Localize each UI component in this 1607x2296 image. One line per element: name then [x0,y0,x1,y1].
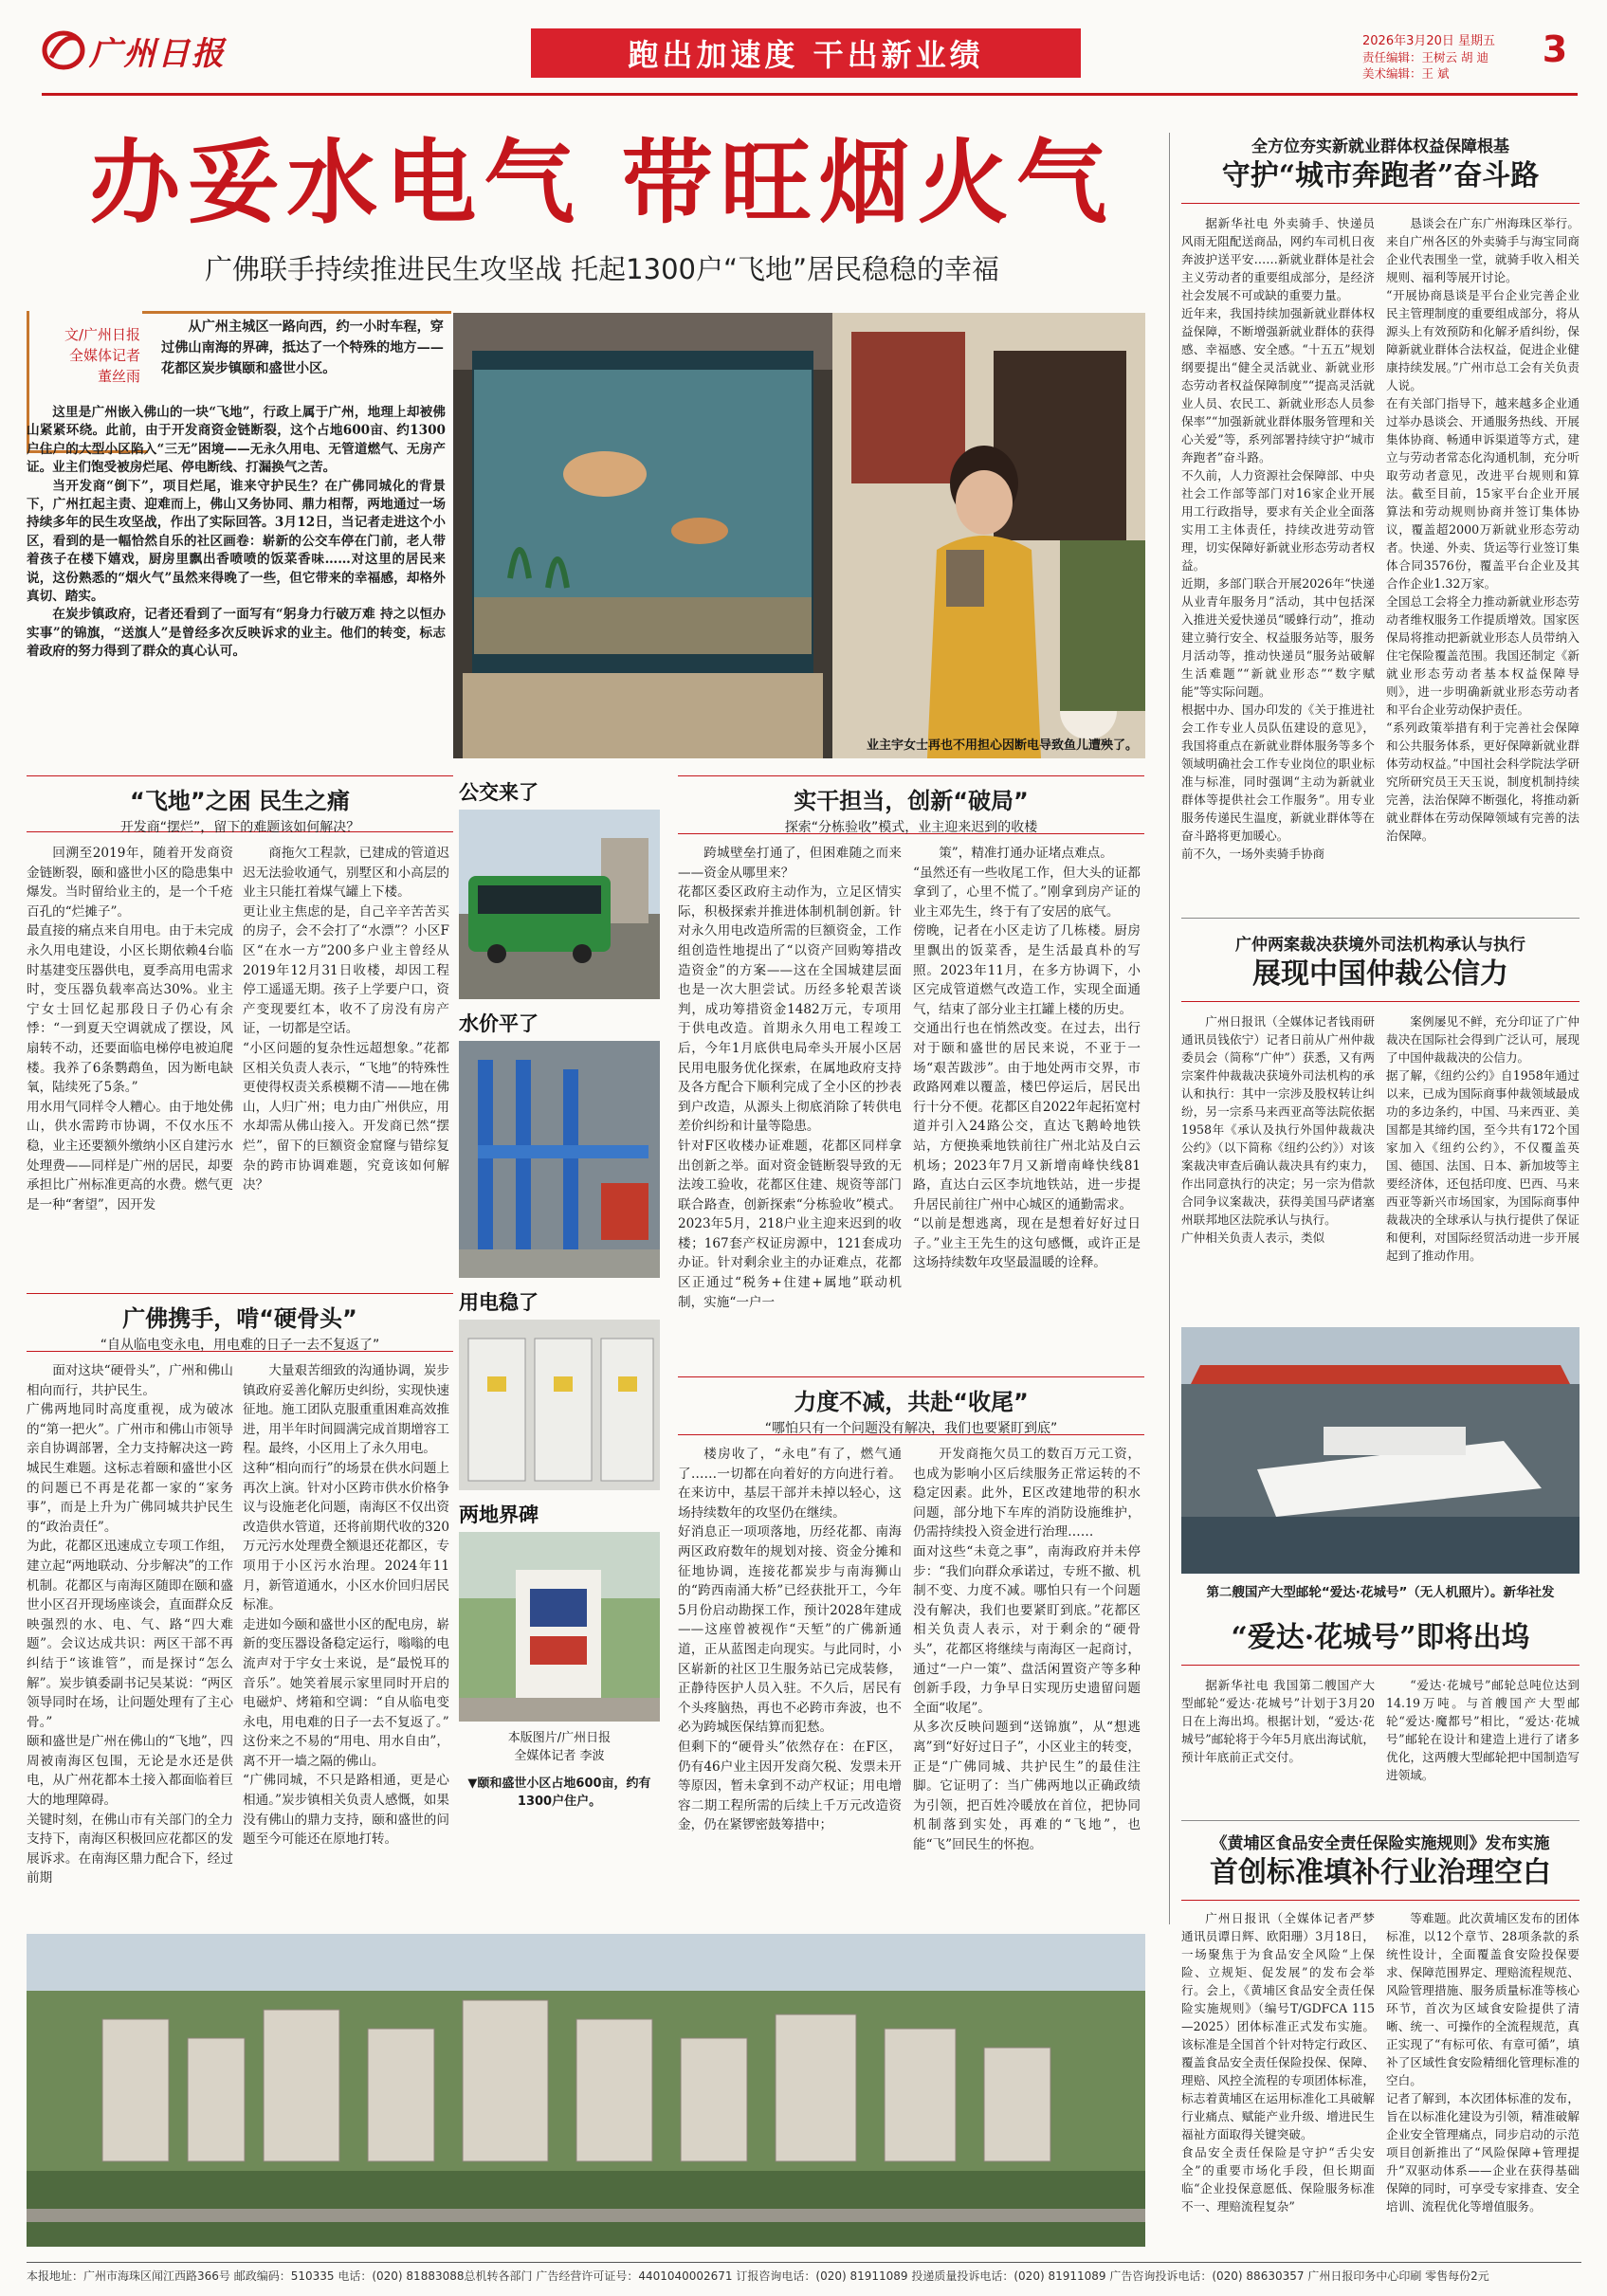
section-3-col-2: 策”，精准打通办证堵点难点。 “虽然还有一些收尾工作，但大头的证都拿到了，心里不慌了。”刚拿到房产证的业主邓先生，终于有了安居的底气。 傍晚，记者在小区走访了几栋楼。厨房里飘出的饭菜香，是生活最真朴的写照。2023年11月，在多方协调下，小区完成管道燃气改造工作，实现全面通气，结束了部分业主扛罐上楼的历史。 交通出行也在悄然改变。在过去，出行对于颐和盛世的居民来说，不亚于一场“艰苦跋涉”。由于地处两市交界，市政路网难以覆盖，楼巴停运后，居民出行十分不便。花都区自2022年起拓宽村道并引入24路公交，直达飞鹅岭地铁站，方便换乘地铁前往广州北站及白云机场；2023年7月又新增南峰快线81路，直达白云区李坑地铁站，进一步提升居民前往广州中心城区的通勤需求。 “以前是想逃离，现在是想着好好过日子。”业主王先生的这句感慨，或许正是这场持续数年攻坚最温暖的诠释。 [913,846,1141,1271]
panorama-photo [27,1934,1145,2247]
r4-separator [1181,1820,1580,1821]
lead-headline: 办妥水电气 带旺烟火气 [89,129,1115,236]
r1-col-1: 据新华社电 外卖骑手、快递员风雨无阻配送商品，网约车司机日夜奔波护送平安……新就业群体是社会主义劳动者的重要组成部分，是经济社会发展不可或缺的重要力量。 近年来，我国持续加强新就业群体权益保障，不断增强新就业群体的获得感、幸福感、安全感。“十五五”规划纲要提出“健全灵活就业、新就业形态劳动者权益保障制度”“提高灵活就业人员、农民工、新就业形态人员参保率”“加强新就业群体服务管理和关心关爱”等，系列部署持续守护“城市奔跑者”奋斗路。 不久前，人力资源社会保障部、中央社会工作部等部门对16家企业开展用工行政指导，要求有关企业全面落实用工主体责任，持续改进劳动管理，切实保障好新就业形态劳动者权益。 近期，多部门联合开展2026年“快递从业青年服务月”活动，其中包括深入推进关爱快递员“暖蜂行动”，推动建立骑行安全、权益服务站等，服务月活动等，推动快递员“服务站破解生活难题”“新就业形态”“数字赋能”等实际问题。 根据中办、国办印发的《关于推进社会工作专业人员队伍建设的意见》，我国将重点在新就业群体服务等多个领域明确社会工作专业岗位的职业标准与标准，同时强调“主动为新就业群体等提供社会工作服务”。用专业服务传递民生温度，新就业群体等在奋斗路将更加暖心。 前不久，一场外卖骑手协商 [1181,216,1375,861]
border-marker-icon [459,1532,660,1722]
label-bus: 公交来了 [459,781,539,804]
section-1-col-1: 回溯至2019年，随着开发商资金链断裂，颐和盛世小区的隐患集中爆发。当时留给业主的，是一个千疮百孔的“烂摊子”。 最直接的痛点来自用电。由于未完成永久用电建设，小区长期依赖4台临时基建变压器供电，夏季高用电需求时，变压器负载率高达30%。业主宁女士回忆起那段日子仍心有余悸：“一到夏天空调就成了摆设，风扇转不动，还要面临电梯停电被迫爬楼。我养了6条鹦鹉鱼，因为断电缺氧，陆续死了5条。” 用水用气同样令人糟心。由于地处佛山，供水需跨市协调，不仅水压不稳，业主还要额外缴纳小区自建污水处理费——同样是广州的居民，却要承担比广州标准更高的水费。燃气更是一种“奢望”，因开发 [27,846,233,1212]
masthead-slogan: 跑出加速度 干出新业绩 [628,37,984,73]
lead-p2: 当开发商“倒下”，项目烂尾，谁来守护民生？在广佛同城化的背景下，广州扛起主责、迎难而上，佛山又务协同、鼎力相帮，两地通过一场持续多年的民生攻坚战，作出了实际回答。3月12日，当记者走进这个小区，看到的是一幅恰然自乐的社区画卷：崭新的公交车停在门前，老人带着孩子在楼下嬉戏，厨房里飘出香喷喷的饭菜香味……对这里的居民来说，这份熟悉的“烟火气”虽然来得晚了一些，但它带来的幸福感，却格外真切、踏实。 [27,478,446,605]
r2-title: 展现中国仲裁公信力 [1252,957,1508,991]
aquarium-scene-icon [453,313,1145,758]
lead-p1: 这里是广州嵌入佛山的一块“飞地”，行政上属于广州，地理上却被佛山紧紧环绕。此前，由于开发商资金链断裂，这个占地600亩、约1300户住户的大型小区陷入“三无”困境——无永久用电、无管道燃气、无房产证。业主们饱受被房烂尾、停电断线、打漏换气之苦。 [27,405,446,476]
section-1-sub: 开发商“摆烂”，留下的难题该如何解决？ [119,820,360,835]
lead-p3: 在炭步镇政府，记者还看到了一面写有“躬身力行破万难 持之以恒办实事”的锦旗，“送旗人”是曾经多次反映诉求的业主。他们的转变，标志着政府的努力得到了群众的真心认可。 [27,607,446,660]
footer-info: 本报地址：广州市海珠区闻江西路366号 邮政编码：510335 电话：(020) 81883088总机转各部门 广告经营许可证号：4401040002671 订报咨询电话：(020) 81911089 投递质量投诉电话：(020) 81911089 广告咨询投诉电话：(020) 88630357 广州日报印务中心印刷 零售每份2元 [27,2269,1489,2283]
page-number: 3 [1542,28,1568,70]
label-border: 两地界碑 [459,1503,539,1526]
r4-col-2: 等难题。此次黄埔区发布的团体标准，以12个章节、28项条款的系统性设计，全面覆盖食安险投保要求、保障范围界定、理赔流程规范、风险管理措施、服务质量标准等核心环节，首次为区域食安险提供了清晰、统一、可操作的全流程规范，真正实现了“有标可依、有章可循”，填补了区域性食安险精细化管理标准的空白。 记者了解到，本次团体标准的发布，旨在以标准化建设为引领，精准破解企业安全管理痛点，同步启动的示范项目创新推出了“风险保障+管理提升”双驱动体系——企业在获得基础保障的同时，可享受专家排查、安全培训、流程优化等增值服务。 [1386,1911,1580,2214]
r2-col-1: 广州日报讯（全媒体记者钱雨研 通讯员钱依宁）记者日前从广州仲裁委员会（简称“广仲”）获悉，又有两宗案件仲裁裁决获境外司法机构的承认和执行：其中一宗涉及股权转让纠纷，另一宗系马来西亚高等法院依据1958年《承认及执行外国仲裁裁决公约》（以下简称《纽约公约》）对该案裁决审查后确认裁决具有约束力，作出同意执行的决定；另一宗为借款合同争议案裁决，获得美国马萨诸塞州联邦地区法院承认与执行。 广仲相关负责人表示，类似 [1181,1014,1375,1245]
logo-emblem-icon [42,29,85,71]
lead-intro [161,317,446,379]
r4-rule [1181,1900,1580,1901]
section-3-col-1: 跨城壁垒打通了，但困难随之而来——资金从哪里来？ 花都区委区政府主动作为，立足区情实际，积极探索并推进体制机制创新。针对永久用电改造所需的巨额资金，工作组创造性地提出了“以资产回购筹措改造资金”的方案——这在全国城建层面也是一次大胆尝试。历经多轮艰苦谈判，成功筹措资金1482万元，专项用于供电改造。首期永久用电工程竣工后，今年1月底供电局牵头开展小区居民用电服务优化探索，在属地政府支持及各方配合下顺利完成了全小区的抄表到户改造，从源头上彻底消除了转供电差价纠纷和计量等隐患。 针对F区收楼办证难题，花都区同样拿出创新之举。面对资金链断裂导致的无法竣工验收，花都区住建、规资等部门联合路查，创新探索“分栋验收”模式。2023年5月，218户业主迎来迟到的收楼；167套产权证房源中，121套成功办证。针对剩余业主的办证难点，花都区正通过“税务+住建+属地”联动机制，实施“一户一 [678,846,902,1310]
masthead-editors: 责任编辑：王树云 胡 迪 美术编辑：王 斌 [1362,50,1488,81]
section-3-heading [678,775,1144,834]
section-2-col-1: 面对这块“硬骨头”，广州和佛山相向而行，共护民生。 广佛两地同时高度重视，成为破冰的“第一把火”。广州市和佛山市领导亲自协调部署，全力支持解决这一跨城民生难题。这标志着颐和盛世小区的问题已不再是花都一家的“家务事”，而是上升为广佛同城共护民生的“政治责任”。 为此，花都区迅速成立专项工作组，建立起“两地联动、分步解决”的工作机制。花都区与南海区随即在颐和盛世小区召开现场座谈会，直面群众反映强烈的水、电、气、路“四大难题”。会议达成共识：两区干部不再纠结于“该谁管”，而是探讨“怎么解”。炭步镇委副书记吴某说：“两区领导同时在场，让问题处理有了主心骨。” 颐和盛世是广州在佛山的“飞地”，四周被南海区包围，无论是水还是供电，从广州花都本土接入都面临着巨大的地理障碍。 关键时刻，在佛山市有关部门的全力支持下，南海区积极回应花都区的发展诉求。在南海区鼎力配合下，经过前期 [27,1363,233,1886]
r3-title: “爱达·花城号”即将出坞 [1231,1621,1530,1654]
residential-aerial-icon [27,1934,1145,2247]
section-3-sub: 探索“分栋验收”模式，业主迎来迟到的收楼 [784,820,1038,835]
logo-text: 广州日报 [89,34,226,73]
section-3-title: 实干担当，创新“破局” [794,788,1029,814]
section-4-title: 力度不减，共赴“收尾” [794,1389,1029,1415]
section-4-col-1: 楼房收了，“永电”有了，燃气通了……一切都在向着好的方向进行着。在来访中，基层干部并未掉以轻心，这场持续数年的攻坚仍在继续。 好消息正一项项落地，历经花都、南海两区政府数年的规划对接、资金分摊和征地协调，连接花都炭步与南海狮山的“跨西南涌大桥”已经获批开工，今年5月份启动勘探工作，预计2028年建成——这座曾被视作“天堑”的广佛新通道，正从蓝图走向现实。与此同时，小区崭新的社区卫生服务站已完成装修，正静待医护人员入驻。不久后，居民有个头疼脑热，再也不必跨市奔波，也不必为跨城医保结算而犯愁。 但剩下的“硬骨头”依然存在：在F区，仍有46户业主因开发商欠税、发票未开等原因，暂未拿到不动产权证；用电增容二期工程所需的后续上千万元改造资金，仍在紧锣密鼓筹措中； [678,1447,902,1833]
lead-photo-caption: 业主宇女士再也不用担心因断电导致鱼儿遭殃了。 [866,738,1138,753]
r4-title: 首创标准填补行业治理空白 [1210,1856,1551,1889]
ship-photo [1181,1327,1580,1574]
section-4-col-2: 开发商拖欠员工的数百万元工资，也成为影响小区后续服务正常运转的不稳定因素。此外，E区改建地带的积水问题，部分地下车库的消防设施维护，仍需持续投入资金进行治理…… 面对这些“未竟之事”，南海政府并未停步：“我们向群众承诺过，专班不撤、机制不变、力度不减。哪怕只有一个问题没有解决，我们也要紧盯到底。”花都区相关负责人表示，对于剩余的“硬骨头”，花都区将继续与南海区一起商讨，通过“一户一策”、盘活闲置资产等多种创新手段，力争早日实现历史遗留问题全面“收尾”。 从多次反映问题到“送锦旗”，从“想逃离”到“好好过日子”，小区业主的转变，正是“广佛同城、共护民生”的最佳注脚。它证明了：当广佛两地以正确政绩为引领，把百姓冷暖放在首位，把协同机制落到实处，再难的“飞地”，也能“飞”回民生的怀抱。 [913,1447,1141,1852]
footer-rule [27,2262,1581,2263]
section-2-heading [27,1293,453,1352]
r2-separator [1181,918,1580,919]
r2-col-2: 案例屡见不鲜，充分印证了广仲裁决在国际社会得到广泛认可，展现了中国仲裁裁决的公信力。 据了解，《纽约公约》自1958年通过以来，已成为国际商事仲裁领域最成功的多边条约，中国、马来西亚、美国都是其缔约国，至今共有172个国家加入《纽约公约》，不仅覆盖英国、德国、法国、日本、新加坡等主要经济体，还包括印度、巴西、马来西亚等新兴市场国家，为国际商事仲裁裁决的全球承认与执行提供了保证和便利，对国际经贸活动进一步开展起到了推动作用。 [1386,1014,1580,1263]
r3-col-1: 据新华社电 我国第二艘国产大型邮轮“爱达·花城号”计划于3月20日在上海出坞。根据计划，“爱达·花城号”邮轮将于今年5月底出海试航，预计年底前正式交付。 [1181,1678,1375,1764]
section-2-col-2: 大量艰苦细致的沟通协调，炭步镇政府妥善化解历史纠纷，实现快速征地。施工团队克服重重困难高效推进，用半年时间圆满完成首期增容工程。最终，小区用上了永久用电。 这种“相向而行”的场景在供水问题上再次上演。针对小区跨市供水价格争议与设施老化问题，南海区不仅出资改造供水管道，还将前期代收的320万元污水处理费全额退还花都区，专项用于小区污水治理。2024年11月，新管道通水，小区水价回归居民标准。 走进如今颐和盛世小区的配电房，崭新的变压器设备稳定运行，嗡嗡的电流声对于宇女士来说，是“最悦耳的音乐”。她笑着展示家里同时开启的电磁炉、烤箱和空调：“自从临电变永电，用电难的日子一去不复返了。” 这份来之不易的“用电、用水自由”，离不开一墙之隔的佛山。 “广佛同城，不只是路相通，更是心相通。”炭步镇相关负责人感慨，如果没有佛山的鼎力支持，颐和盛世的问题至今可能还在原地打转。 [243,1363,449,1848]
photo-column [459,775,669,1904]
section-4-sub: “哪怕只有一个问题没有解决，我们也要紧盯到底” [764,1421,1058,1436]
newspaper-logo[interactable] [42,27,226,74]
water-pipes-icon [459,1041,660,1278]
label-power: 用电稳了 [459,1291,539,1314]
photo-credit: 本版图片/广州日报 全媒体记者 李波 [507,1731,612,1763]
section-2-sub: “自从临电变永电，用电难的日子一去不复返了” [100,1338,380,1353]
photo-water [459,1041,660,1278]
section-1-col-2: 商拖欠工程款，已建成的管道迟迟无法验收通气，别墅区和小高层的业主只能扛着煤气罐上下楼。 更让业主焦虑的是，自己辛辛苦苦买的房子，会不会打了“水漂”？小区F区“在水一方”200多户业主曾经从2019年12月31日收楼，却因工程停工遥遥无期。孩子上学要户口，资产变现要红本，收不了房没有房产证，一切都是空话。 “小区问题的复杂性远超想象。”花都区相关负责人表示，“飞地”的特殊性更使得权责关系模糊不清——地在佛山，人归广州；电力由广州供应，用水却需从佛山接入。开发商已然“摆烂”，留下的巨额资金窟窿与错综复杂的跨市协调难题，究竟该如何解决？ [243,846,449,1194]
masthead-slogan-banner [531,28,1081,78]
column-divider [1169,133,1170,1924]
lead-intro-bold: 从广州主城区一路向西，约一小时车程，穿过佛山南海的界碑，抵达了一个特殊的地方——花都区炭步镇颐和盛世小区。 [161,319,444,376]
r2-rule [1181,1001,1580,1002]
bus-photo-icon [459,810,660,999]
border-caption: ▼颐和盛世小区占地600亩，约有1300户住户。 [467,1777,651,1809]
power-room-icon [459,1320,660,1490]
photo-border-stone [459,1532,660,1722]
r4-kicker: 《黄埔区食品安全责任保险实施规则》发布实施 [1211,1834,1550,1853]
masthead-rule [42,93,1578,96]
r4-col-1: 广州日报讯（全媒体记者严梦 通讯员谭日辉、欧阳珊）3月18日，一场聚焦于为食品安全风险“上保险、立规矩、促发展”的发布会举行。会上，《黄埔区食品安全责任保险实施规则》（编号T/GDFCA 115—2025）团体标准正式发布实施。该标准是全国首个针对特定行政区、覆盖食品安全责任保险投保、保障、理赔、风控全流程的专项团体标准，标志着黄埔区在运用标准化工具破解行业痛点、赋能产业升级、增进民生福祉方面取得关键突破。 食品安全责任保险是守护“舌尖安全”的重要市场化手段，但长期面临“企业投保意愿低、保险服务标准不一、理赔流程复杂” [1181,1911,1375,2214]
lead-body [27,404,446,741]
r2-kicker: 广仲两案裁决获境外司法机构承认与执行 [1235,936,1525,955]
section-4-heading [678,1376,1144,1435]
lead-subhead: 广佛联手持续推进民生攻坚战 托起1300户“飞地”居民稳稳的幸福 [204,253,1000,285]
section-1-title: “飞地”之困 民生之痛 [130,788,350,814]
ship-caption: 第二艘国产大型邮轮“爱达·花城号”（无人机照片）。新华社发 [1206,1585,1555,1600]
masthead [0,0,1607,99]
section-1-heading [27,775,453,835]
photo-power [459,1320,660,1490]
cruise-ship-icon [1181,1327,1580,1574]
intro-bracket [142,311,451,314]
r1-title: 守护“城市奔跑者”奋斗路 [1221,159,1540,192]
r3-col-2: “爱达·花城号”邮轮总吨位达到14.19万吨。与首艘国产大型邮轮“爱达·魔都号”相比，“爱达·花城号”邮轮在设计和建造上进行了诸多优化，这两艘大型邮轮把中国制造写进领域。 [1386,1678,1580,1782]
byline: 文/广州日报全媒体记者 董丝雨 [64,326,140,385]
r1-kicker: 全方位夯实新就业群体权益保障根基 [1251,137,1509,156]
masthead-date: 2026年3月20日 星期五 [1362,34,1496,48]
r1-col-2: 恳谈会在广东广州海珠区举行。来自广州各区的外卖骑手与海宝同商企业代表围坐一堂，就骑手收入相关规则、福利等展开讨论。 “开展协商恳谈是平台企业完善企业民主管理制度的重要组成部分，将从源头上有效预防和化解矛盾纠纷，保障新就业群体合法权益，促进企业健康持续发展。”广州市总工会有关负责人说。 在有关部门指导下，越来越多企业通过举办恳谈会、开通服务热线、开展集体协商、畅通申诉渠道等方式，建立与劳动者常态化沟通机制，充分听取劳动者意见，改进平台规则和算法。截至目前，15家平台企业开展算法和劳动规则协商并签订集体协议，覆盖超2000万新就业形态劳动者。快递、外卖、货运等行业签订集体合同3576份，覆盖平台企业及其合作企业1.32万家。 全国总工会将全力推动新就业形态劳动者维权服务工作提质增效。国家医保局将推动把新就业形态人员带纳入住宅保险覆盖范围。我国还制定《新就业形态劳动者基本权益保障导则》，进一步明确新就业形态劳动者和平台企业劳动保护责任。 “系列政策举措有利于完善社会保障和公共服务体系，更好保障新就业群体劳动权益。”中国社会科学院法学研究所研究员王天玉说，制度机制持续完善，法治保障不断强化，将推动新就业群体在劳动保障领域有完善的法治保障。 [1386,216,1580,843]
label-water: 水价平了 [459,1012,539,1035]
photo-bus [459,810,660,999]
section-2-title: 广佛携手，啃“硬骨头” [122,1305,357,1332]
r3-rule [1181,1665,1580,1666]
r1-rule [1181,203,1580,204]
lead-photo-aquarium [453,313,1145,758]
